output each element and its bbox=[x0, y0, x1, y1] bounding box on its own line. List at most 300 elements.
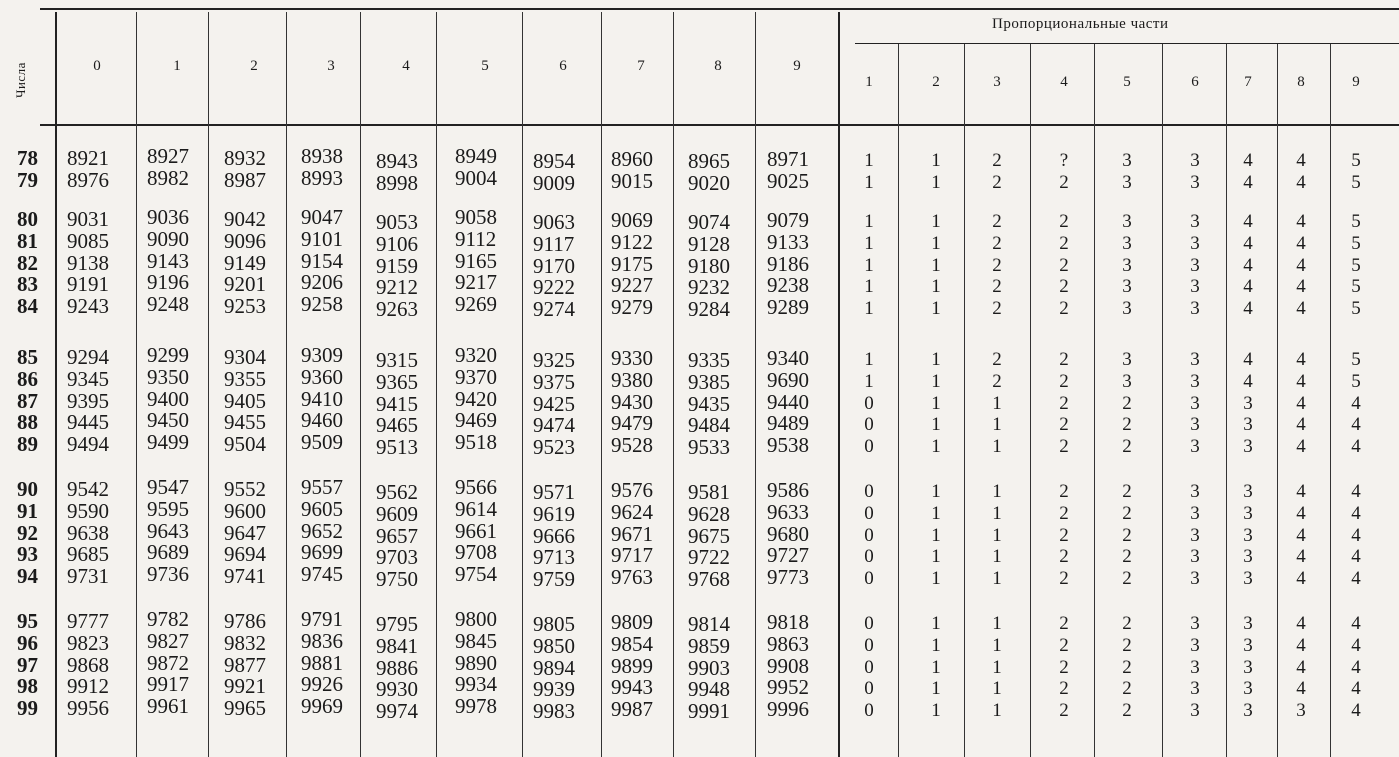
table-cell: 9279 bbox=[611, 295, 653, 320]
pp-cell: 0 bbox=[864, 700, 874, 722]
table-cell: 9605 bbox=[301, 496, 343, 521]
pp-cell: 3 bbox=[1243, 700, 1253, 722]
pp-cell: 2 bbox=[1059, 613, 1069, 634]
table-cell: 9085 bbox=[67, 228, 109, 253]
table-cell: 9600 bbox=[224, 498, 266, 523]
row-label: 81 bbox=[17, 228, 38, 253]
pp-cell: 3 bbox=[1296, 700, 1306, 722]
table-cell: 9823 bbox=[67, 630, 109, 655]
table-cell: 9877 bbox=[224, 652, 266, 677]
pp-cell: 4 bbox=[1243, 349, 1253, 370]
pp-cell: 3 bbox=[1243, 613, 1253, 634]
table-cell: 9671 bbox=[611, 521, 653, 546]
table-cell: 8960 bbox=[611, 147, 653, 171]
table-cell: 9465 bbox=[376, 413, 418, 438]
table-cell: 9759 bbox=[533, 567, 575, 592]
table-cell: 9053 bbox=[376, 210, 418, 234]
table-cell: 9015 bbox=[611, 168, 653, 193]
pp-cell: 2 bbox=[992, 232, 1002, 254]
table-cell: 9360 bbox=[301, 364, 343, 389]
table-cell: 9965 bbox=[224, 696, 266, 721]
table-cell: 9499 bbox=[147, 430, 189, 455]
table-cell: 9576 bbox=[611, 478, 653, 502]
table-cell: 9380 bbox=[611, 367, 653, 392]
pp-column-header: 5 bbox=[1123, 74, 1131, 90]
pp-cell: 4 bbox=[1243, 211, 1253, 232]
table-cell: 9149 bbox=[224, 250, 266, 275]
table-cell: 9768 bbox=[688, 567, 730, 592]
table-cell: 9460 bbox=[301, 408, 343, 433]
table-cell: 9872 bbox=[147, 650, 189, 675]
pp-column-rule bbox=[1030, 44, 1031, 757]
table-cell: 8982 bbox=[147, 165, 189, 190]
table-cell: 9128 bbox=[688, 231, 730, 256]
table-cell: 9557 bbox=[301, 475, 343, 499]
pp-cell: 3 bbox=[1122, 298, 1132, 320]
table-cell: 9036 bbox=[147, 205, 189, 229]
pp-cell: 4 bbox=[1243, 171, 1253, 193]
table-cell: 9299 bbox=[147, 343, 189, 367]
pp-cell: 4 bbox=[1243, 254, 1253, 276]
pp-cell: 0 bbox=[864, 613, 874, 634]
pp-cell: 4 bbox=[1296, 546, 1306, 568]
table-cell: 9009 bbox=[533, 170, 575, 195]
pp-cell: 3 bbox=[1190, 254, 1200, 276]
pp-cell: 2 bbox=[1059, 276, 1069, 298]
table-cell: 9425 bbox=[533, 391, 575, 416]
pp-cell: 4 bbox=[1351, 481, 1361, 502]
pp-cell: 3 bbox=[1190, 298, 1200, 320]
column-header: 2 bbox=[250, 58, 258, 74]
table-cell: 9143 bbox=[147, 248, 189, 273]
pp-cell: 1 bbox=[992, 678, 1002, 700]
pp-column-header: 8 bbox=[1297, 74, 1305, 90]
table-cell: 9978 bbox=[455, 694, 497, 719]
table-cell: 9921 bbox=[224, 674, 266, 699]
table-cell: 9445 bbox=[67, 410, 109, 435]
pp-cell: 4 bbox=[1296, 568, 1306, 590]
pp-cell: 1 bbox=[992, 436, 1002, 458]
table-cell: 8976 bbox=[67, 167, 109, 192]
table-cell: 9320 bbox=[455, 343, 497, 367]
pp-cell: 0 bbox=[864, 414, 874, 436]
pp-cell: 2 bbox=[1059, 634, 1069, 656]
table-cell: 9890 bbox=[455, 650, 497, 675]
header-rule bbox=[40, 124, 1399, 126]
column-rule bbox=[436, 12, 437, 757]
table-cell: 9690 bbox=[767, 367, 809, 392]
pp-cell: 2 bbox=[1122, 502, 1132, 524]
table-cell: 9908 bbox=[767, 653, 809, 678]
pp-cell: 2 bbox=[1122, 392, 1132, 414]
column-header: 7 bbox=[637, 58, 645, 74]
pp-column-rule bbox=[1162, 44, 1163, 757]
pp-cell: ? bbox=[1059, 150, 1069, 171]
table-cell: 9253 bbox=[224, 294, 266, 319]
pp-cell: 1 bbox=[931, 481, 941, 502]
table-cell: 9624 bbox=[611, 499, 653, 524]
table-cell: 9859 bbox=[688, 633, 730, 658]
table-cell: 9863 bbox=[767, 631, 809, 656]
table-cell: 9227 bbox=[611, 273, 653, 298]
pp-cell: 1 bbox=[931, 276, 941, 298]
pp-cell: 3 bbox=[1190, 370, 1200, 392]
pp-cell: 2 bbox=[1059, 524, 1069, 546]
pp-cell: 0 bbox=[864, 568, 874, 590]
row-label: 86 bbox=[17, 366, 38, 391]
pp-cell: 1 bbox=[864, 370, 874, 392]
table-cell: 9750 bbox=[376, 567, 418, 592]
pp-cell: 1 bbox=[992, 546, 1002, 568]
table-cell: 9533 bbox=[688, 435, 730, 460]
row-label: 87 bbox=[17, 388, 38, 413]
table-cell: 9800 bbox=[455, 607, 497, 631]
column-rule bbox=[360, 12, 361, 757]
pp-cell: 4 bbox=[1296, 370, 1306, 392]
column-header: 5 bbox=[481, 58, 489, 74]
table-cell: 9571 bbox=[533, 480, 575, 504]
pp-cell: 1 bbox=[864, 150, 874, 171]
pp-cell: 4 bbox=[1243, 150, 1253, 171]
table-cell: 9786 bbox=[224, 609, 266, 633]
table-cell: 9206 bbox=[301, 270, 343, 295]
pp-cell: 0 bbox=[864, 656, 874, 678]
pp-cell: 4 bbox=[1351, 568, 1361, 590]
table-cell: 9079 bbox=[767, 208, 809, 232]
pp-cell: 1 bbox=[864, 298, 874, 320]
pp-cell: 1 bbox=[864, 349, 874, 370]
table-cell: 8921 bbox=[67, 146, 109, 170]
column-header: 3 bbox=[327, 58, 335, 74]
table-cell: 9841 bbox=[376, 633, 418, 658]
table-cell: 9201 bbox=[224, 272, 266, 297]
pp-cell: 3 bbox=[1122, 254, 1132, 276]
table-cell: 9926 bbox=[301, 672, 343, 697]
pp-cell: 2 bbox=[992, 150, 1002, 171]
pp-cell: 2 bbox=[992, 276, 1002, 298]
pp-cell: 3 bbox=[1243, 436, 1253, 458]
table-cell: 8954 bbox=[533, 149, 575, 173]
table-cell: 9657 bbox=[376, 523, 418, 548]
table-cell: 8949 bbox=[455, 144, 497, 168]
pp-cell: 4 bbox=[1351, 678, 1361, 700]
table-cell: 9340 bbox=[767, 346, 809, 370]
table-cell: 9222 bbox=[533, 275, 575, 300]
pp-cell: 1 bbox=[931, 254, 941, 276]
table-cell: 9370 bbox=[455, 364, 497, 389]
pp-cell: 4 bbox=[1351, 656, 1361, 678]
row-label: 91 bbox=[17, 498, 38, 523]
table-cell: 9614 bbox=[455, 496, 497, 521]
table-cell: 9101 bbox=[301, 226, 343, 251]
row-label: 96 bbox=[17, 630, 38, 655]
pp-cell: 3 bbox=[1122, 349, 1132, 370]
table-cell: 9595 bbox=[147, 496, 189, 521]
row-label: 85 bbox=[17, 345, 38, 369]
pp-cell: 5 bbox=[1351, 150, 1361, 171]
pp-cell: 2 bbox=[1059, 254, 1069, 276]
table-cell: 9827 bbox=[147, 628, 189, 653]
pp-cell: 4 bbox=[1351, 414, 1361, 436]
table-cell: 9315 bbox=[376, 348, 418, 372]
pp-cell: 4 bbox=[1351, 392, 1361, 414]
table-cell: 9562 bbox=[376, 480, 418, 504]
table-cell: 8938 bbox=[301, 144, 343, 168]
column-rule bbox=[522, 12, 523, 757]
column-rule bbox=[601, 12, 602, 757]
table-cell: 9159 bbox=[376, 253, 418, 278]
table-cell: 9609 bbox=[376, 501, 418, 526]
table-cell: 9956 bbox=[67, 696, 109, 721]
pp-cell: 1 bbox=[931, 502, 941, 524]
pp-cell: 2 bbox=[1122, 414, 1132, 436]
pp-cell: 1 bbox=[931, 349, 941, 370]
pp-cell: 3 bbox=[1122, 232, 1132, 254]
pp-cell: 1 bbox=[931, 678, 941, 700]
table-cell: 9791 bbox=[301, 607, 343, 631]
pp-cell: 3 bbox=[1122, 150, 1132, 171]
row-label: 95 bbox=[17, 609, 38, 633]
table-cell: 9004 bbox=[455, 165, 497, 190]
table-cell: 9675 bbox=[688, 523, 730, 548]
table-cell: 9894 bbox=[533, 655, 575, 680]
table-cell: 9523 bbox=[533, 435, 575, 460]
table-cell: 9680 bbox=[767, 521, 809, 546]
table-cell: 9232 bbox=[688, 275, 730, 300]
pp-cell: 3 bbox=[1122, 276, 1132, 298]
row-label: 97 bbox=[17, 652, 38, 677]
row-label: 93 bbox=[17, 542, 38, 567]
table-cell: 9974 bbox=[376, 699, 418, 724]
pp-cell: 5 bbox=[1351, 276, 1361, 298]
pp-cell: 2 bbox=[1059, 436, 1069, 458]
pp-cell: 5 bbox=[1351, 370, 1361, 392]
pp-cell: 1 bbox=[992, 392, 1002, 414]
pp-cell: 2 bbox=[1059, 546, 1069, 568]
table-cell: 9628 bbox=[688, 501, 730, 526]
pp-cell: 1 bbox=[931, 634, 941, 656]
pp-cell: 3 bbox=[1243, 568, 1253, 590]
pp-cell: 2 bbox=[1122, 524, 1132, 546]
table-cell: 9777 bbox=[67, 609, 109, 633]
pp-cell: 3 bbox=[1190, 481, 1200, 502]
pp-column-rule bbox=[1330, 44, 1331, 757]
pp-cell: 1 bbox=[864, 211, 874, 232]
pp-cell: 2 bbox=[1122, 678, 1132, 700]
pp-cell: 1 bbox=[992, 414, 1002, 436]
row-label: 80 bbox=[17, 207, 38, 231]
pp-cell: 1 bbox=[931, 211, 941, 232]
pp-cell: 4 bbox=[1351, 502, 1361, 524]
table-cell: 9708 bbox=[455, 540, 497, 565]
table-cell: 9845 bbox=[455, 628, 497, 653]
table-cell: 9983 bbox=[533, 699, 575, 724]
column-header: 8 bbox=[714, 58, 722, 74]
pp-cell: 2 bbox=[1122, 568, 1132, 590]
column-rule bbox=[136, 12, 137, 757]
table-cell: 9836 bbox=[301, 628, 343, 653]
table-cell: 9547 bbox=[147, 475, 189, 499]
pp-cell: 4 bbox=[1351, 700, 1361, 722]
pp-cell: 3 bbox=[1243, 414, 1253, 436]
pp-cell: 2 bbox=[1122, 700, 1132, 722]
pp-column-rule bbox=[964, 44, 965, 757]
pp-cell: 4 bbox=[1296, 656, 1306, 678]
pp-cell: 0 bbox=[864, 678, 874, 700]
table-cell: 9996 bbox=[767, 697, 809, 722]
pp-cell: 4 bbox=[1296, 150, 1306, 171]
table-cell: 9400 bbox=[147, 386, 189, 411]
pp-cell: 1 bbox=[864, 276, 874, 298]
pp-cell: 1 bbox=[931, 414, 941, 436]
table-cell: 9509 bbox=[301, 430, 343, 455]
pp-column-header: 4 bbox=[1060, 74, 1068, 90]
pp-cell: 2 bbox=[992, 211, 1002, 232]
row-label: 89 bbox=[17, 432, 38, 457]
pp-column-header: 3 bbox=[993, 74, 1001, 90]
table-cell: 9180 bbox=[688, 253, 730, 278]
table-cell: 9961 bbox=[147, 694, 189, 719]
proportional-header: Пропорциональные части bbox=[992, 16, 1169, 32]
table-cell: 9586 bbox=[767, 478, 809, 502]
table-cell: 9754 bbox=[455, 562, 497, 587]
table-cell: 8927 bbox=[147, 144, 189, 168]
table-cell: 9269 bbox=[455, 292, 497, 317]
column-header: 6 bbox=[559, 58, 567, 74]
table-cell: 9090 bbox=[147, 226, 189, 251]
pp-cell: 2 bbox=[1059, 349, 1069, 370]
table-cell: 9385 bbox=[688, 369, 730, 394]
table-cell: 9133 bbox=[767, 229, 809, 254]
column-header: 4 bbox=[402, 58, 410, 74]
table-cell: 9069 bbox=[611, 208, 653, 232]
row-label: 88 bbox=[17, 410, 38, 435]
pp-cell: 2 bbox=[992, 298, 1002, 320]
table-cell: 9647 bbox=[224, 520, 266, 545]
pp-cell: 3 bbox=[1122, 370, 1132, 392]
table-cell: 9031 bbox=[67, 207, 109, 231]
pp-cell: 1 bbox=[992, 481, 1002, 502]
table-cell: 9699 bbox=[301, 540, 343, 565]
top-rule bbox=[40, 8, 1399, 10]
pp-cell: 3 bbox=[1243, 481, 1253, 502]
pp-cell: 3 bbox=[1190, 171, 1200, 193]
table-cell: 9731 bbox=[67, 564, 109, 589]
table-cell: 9850 bbox=[533, 633, 575, 658]
table-cell: 9117 bbox=[533, 231, 575, 256]
column-rule bbox=[673, 12, 674, 757]
row-label: 79 bbox=[17, 167, 38, 192]
table-cell: 8965 bbox=[688, 149, 730, 173]
table-cell: 9258 bbox=[301, 292, 343, 317]
table-cell: 9814 bbox=[688, 612, 730, 636]
table-cell: 9633 bbox=[767, 499, 809, 524]
pp-cell: 2 bbox=[1059, 568, 1069, 590]
pp-cell: 1 bbox=[931, 298, 941, 320]
column-rule bbox=[208, 12, 209, 757]
pp-cell: 3 bbox=[1190, 150, 1200, 171]
column-header: 0 bbox=[93, 58, 101, 74]
table-cell: 9581 bbox=[688, 480, 730, 504]
row-header-label: Числа bbox=[13, 62, 28, 98]
row-label: 84 bbox=[17, 294, 38, 319]
pp-cell: 2 bbox=[1059, 656, 1069, 678]
pp-cell: 1 bbox=[992, 524, 1002, 546]
table-cell: 9818 bbox=[767, 610, 809, 634]
pp-cell: 3 bbox=[1190, 700, 1200, 722]
pp-cell: 2 bbox=[1059, 502, 1069, 524]
pp-cell: 0 bbox=[864, 502, 874, 524]
pp-cell: 0 bbox=[864, 481, 874, 502]
table-cell: 9652 bbox=[301, 518, 343, 543]
table-cell: 9494 bbox=[67, 432, 109, 457]
row-label: 90 bbox=[17, 477, 38, 501]
table-cell: 9991 bbox=[688, 699, 730, 724]
table-cell: 9590 bbox=[67, 498, 109, 523]
table-cell: 9405 bbox=[224, 388, 266, 413]
table-cell: 8993 bbox=[301, 165, 343, 190]
table-cell: 9365 bbox=[376, 369, 418, 394]
pp-cell: 3 bbox=[1122, 211, 1132, 232]
pp-column-header: 1 bbox=[865, 74, 873, 90]
pp-cell: 1 bbox=[931, 370, 941, 392]
table-cell: 9191 bbox=[67, 272, 109, 297]
pp-cell: 1 bbox=[931, 392, 941, 414]
pp-cell: 0 bbox=[864, 436, 874, 458]
table-cell: 9170 bbox=[533, 253, 575, 278]
pp-cell: 4 bbox=[1243, 370, 1253, 392]
table-cell: 9703 bbox=[376, 545, 418, 570]
pp-cell: 1 bbox=[931, 613, 941, 634]
pp-cell: 3 bbox=[1243, 392, 1253, 414]
table-cell: 9504 bbox=[224, 432, 266, 457]
table-cell: 9722 bbox=[688, 545, 730, 570]
pp-cell: 3 bbox=[1190, 349, 1200, 370]
row-label: 83 bbox=[17, 272, 38, 297]
pp-cell: 1 bbox=[992, 568, 1002, 590]
pp-cell: 1 bbox=[864, 171, 874, 193]
table-cell: 9345 bbox=[67, 366, 109, 391]
pp-cell: 2 bbox=[1122, 481, 1132, 502]
pp-cell: 3 bbox=[1243, 546, 1253, 568]
table-cell: 9325 bbox=[533, 348, 575, 372]
pp-cell: 3 bbox=[1243, 656, 1253, 678]
pp-cell: 4 bbox=[1351, 634, 1361, 656]
table-cell: 9063 bbox=[533, 210, 575, 234]
pp-cell: 2 bbox=[1122, 613, 1132, 634]
table-cell: 9805 bbox=[533, 612, 575, 636]
pp-column-header: 2 bbox=[932, 74, 940, 90]
pp-cell: 1 bbox=[864, 254, 874, 276]
column-rule bbox=[286, 12, 287, 757]
table-cell: 9917 bbox=[147, 672, 189, 697]
table-cell: 9212 bbox=[376, 275, 418, 300]
pp-cell: 4 bbox=[1296, 392, 1306, 414]
table-cell: 9420 bbox=[455, 386, 497, 411]
pp-cell: 4 bbox=[1243, 298, 1253, 320]
table-cell: 9685 bbox=[67, 542, 109, 567]
pp-column-rule bbox=[898, 44, 899, 757]
pp-cell: 2 bbox=[1122, 436, 1132, 458]
pp-cell: 3 bbox=[1190, 656, 1200, 678]
pp-column-rule bbox=[1226, 44, 1227, 757]
row-label: 94 bbox=[17, 564, 38, 589]
table-cell: 9854 bbox=[611, 631, 653, 656]
table-cell: 8943 bbox=[376, 149, 418, 173]
pp-cell: 4 bbox=[1296, 349, 1306, 370]
pp-cell: 1 bbox=[931, 232, 941, 254]
pp-column-header: 9 bbox=[1352, 74, 1360, 90]
